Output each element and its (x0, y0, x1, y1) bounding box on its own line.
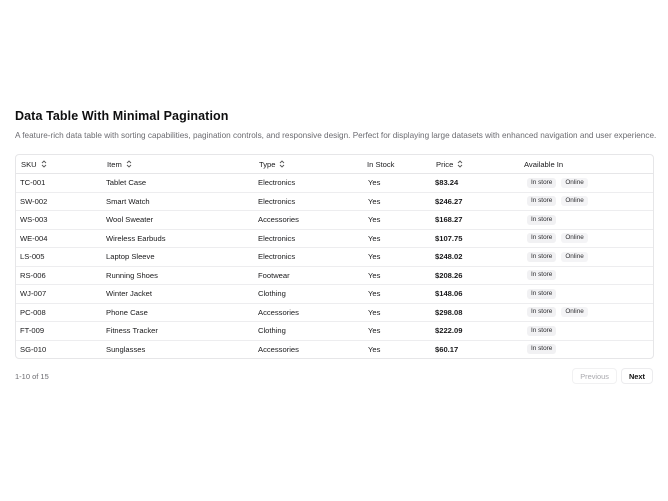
cell-sku-text: WJ-007 (20, 289, 47, 299)
cell-available-in (519, 322, 653, 341)
cell-available-in (519, 303, 653, 322)
table-row (16, 266, 653, 285)
cell-price-text: $298.08 (435, 307, 463, 317)
cell-item-text: Smart Watch (106, 196, 150, 206)
cell-price (431, 211, 519, 230)
availability-badges (523, 289, 653, 299)
cell-item-text: Sunglasses (106, 344, 146, 354)
cell-in-stock (362, 266, 431, 285)
cell-price (431, 322, 519, 341)
table-row (16, 229, 653, 248)
cell-price (431, 303, 519, 322)
cell-price-text: $83.24 (435, 178, 459, 188)
table-row (16, 303, 653, 322)
cell-type (254, 248, 362, 267)
cell-sku-text: LS-005 (20, 252, 45, 262)
online-badge: Online (561, 178, 587, 188)
next-page-button[interactable]: Next (621, 368, 653, 384)
cell-in-stock-text: Yes (368, 252, 381, 262)
cell-in-stock-text: Yes (368, 233, 381, 243)
table-row (16, 192, 653, 211)
column-label-in-stock: In Stock (367, 159, 395, 169)
column-label-item: Item (107, 159, 122, 169)
cell-item-text: Laptop Sleeve (106, 252, 155, 262)
cell-available-in (519, 266, 653, 285)
cell-price (431, 174, 519, 193)
cell-in-stock-text: Yes (368, 270, 381, 280)
cell-in-stock (362, 248, 431, 267)
cell-type-text: Footwear (258, 270, 290, 280)
cell-price (431, 248, 519, 267)
online-badge: Online (561, 233, 587, 243)
cell-type (254, 303, 362, 322)
cell-item (102, 285, 254, 304)
column-header-item (102, 155, 254, 174)
sort-price-button[interactable] (436, 160, 463, 169)
cell-item-text: Wireless Earbuds (106, 233, 166, 243)
column-header-available-in (519, 155, 653, 174)
cell-sku (16, 303, 102, 322)
cell-type-text: Clothing (258, 326, 286, 336)
cell-item (102, 211, 254, 230)
availability-badges (523, 233, 653, 243)
cell-type (254, 285, 362, 304)
cell-price-text: $222.09 (435, 326, 463, 336)
cell-type (254, 266, 362, 285)
cell-price (431, 266, 519, 285)
cell-available-in (519, 229, 653, 248)
cell-item-text: Winter Jacket (106, 289, 152, 299)
sort-icon (457, 160, 463, 168)
cell-sku (16, 248, 102, 267)
cell-type-text: Electronics (258, 196, 296, 206)
cell-price (431, 229, 519, 248)
cell-sku (16, 285, 102, 304)
table-row (16, 340, 653, 358)
cell-type (254, 322, 362, 341)
sort-sku-button[interactable] (21, 160, 47, 169)
cell-sku (16, 340, 102, 358)
cell-item (102, 340, 254, 358)
cell-price-text: $168.27 (435, 215, 463, 225)
cell-price-text: $208.26 (435, 270, 463, 280)
cell-in-stock-text: Yes (368, 344, 381, 354)
cell-sku (16, 266, 102, 285)
cell-price (431, 285, 519, 304)
cell-sku-text: RS-006 (20, 270, 46, 280)
cell-available-in (519, 211, 653, 230)
in-store-badge: In store (527, 233, 556, 243)
cell-available-in (519, 174, 653, 193)
online-badge: Online (561, 196, 587, 206)
cell-sku (16, 174, 102, 193)
cell-price-text: $248.02 (435, 252, 463, 262)
in-store-badge: In store (527, 326, 556, 336)
cell-item-text: Running Shoes (106, 270, 158, 280)
cell-sku-text: WE-004 (20, 233, 48, 243)
table-header (16, 155, 653, 174)
cell-sku-text: TC-001 (20, 178, 46, 188)
in-store-badge: In store (527, 215, 556, 225)
cell-item (102, 248, 254, 267)
cell-item-text: Tablet Case (106, 178, 147, 188)
cell-in-stock (362, 229, 431, 248)
cell-available-in (519, 192, 653, 211)
table-header-row (16, 155, 653, 174)
data-table (16, 155, 653, 358)
page-subtitle: A feature-rich data table with sorting capabilities, pagination controls, and responsive design. Perfect for displaying large datasets with enhanced navigation and user experience. (15, 131, 657, 140)
online-badge: Online (561, 252, 587, 262)
sort-item-button[interactable] (107, 160, 132, 169)
cell-sku-text: SG-010 (20, 344, 47, 354)
cell-item (102, 229, 254, 248)
column-header-price (431, 155, 519, 174)
cell-type-text: Electronics (258, 178, 296, 188)
availability-badges (523, 178, 653, 188)
availability-badges (523, 326, 653, 336)
column-label-sku: SKU (21, 159, 37, 169)
cell-price (431, 340, 519, 358)
in-store-badge: In store (527, 289, 556, 299)
availability-badges (523, 252, 653, 262)
availability-badges (523, 196, 653, 206)
cell-item (102, 174, 254, 193)
availability-badges (523, 307, 653, 317)
cell-sku (16, 229, 102, 248)
cell-sku-text: PC-008 (20, 307, 46, 317)
cell-price-text: $107.75 (435, 233, 463, 243)
table-footer (15, 368, 653, 384)
online-badge: Online (561, 307, 587, 317)
availability-badges (523, 344, 653, 354)
cell-item-text: Phone Case (106, 307, 148, 317)
cell-item-text: Wool Sweater (106, 215, 154, 225)
table-row (16, 211, 653, 230)
cell-type-text: Electronics (258, 252, 296, 262)
cell-in-stock (362, 192, 431, 211)
table-body (16, 174, 653, 359)
column-label-type: Type (259, 159, 276, 169)
previous-page-button[interactable]: Previous (572, 368, 617, 384)
cell-item (102, 322, 254, 341)
cell-item-text: Fitness Tracker (106, 326, 158, 336)
table-row (16, 174, 653, 193)
cell-in-stock-text: Yes (368, 196, 381, 206)
cell-in-stock-text: Yes (368, 307, 381, 317)
cell-in-stock (362, 174, 431, 193)
pagination-range: 1-10 of 15 (15, 371, 49, 381)
cell-in-stock-text: Yes (368, 326, 381, 336)
cell-price (431, 192, 519, 211)
cell-type-text: Electronics (258, 233, 296, 243)
in-store-badge: In store (527, 307, 556, 317)
page-container (15, 109, 657, 384)
cell-item (102, 266, 254, 285)
table-row (16, 248, 653, 267)
cell-type (254, 174, 362, 193)
cell-in-stock (362, 285, 431, 304)
availability-badges (523, 270, 653, 280)
in-store-badge: In store (527, 344, 556, 354)
cell-price-text: $246.27 (435, 196, 463, 206)
in-store-badge: In store (527, 178, 556, 188)
availability-badges (523, 215, 653, 225)
table-row (16, 322, 653, 341)
cell-item (102, 192, 254, 211)
cell-in-stock (362, 211, 431, 230)
cell-in-stock-text: Yes (368, 215, 381, 225)
table-row (16, 285, 653, 304)
cell-type-text: Accessories (258, 344, 299, 354)
cell-type (254, 229, 362, 248)
sort-icon (41, 160, 47, 168)
cell-in-stock-text: Yes (368, 289, 381, 299)
cell-sku-text: SW-002 (20, 196, 48, 206)
cell-type-text: Clothing (258, 289, 286, 299)
cell-sku-text: FT-009 (20, 326, 45, 336)
cell-type (254, 192, 362, 211)
cell-sku (16, 322, 102, 341)
cell-type-text: Accessories (258, 215, 299, 225)
cell-sku (16, 211, 102, 230)
column-label-available-in: Available In (524, 159, 564, 169)
in-store-badge: In store (527, 270, 556, 280)
cell-sku-text: WS-003 (20, 215, 48, 225)
cell-available-in (519, 248, 653, 267)
sort-type-button[interactable] (259, 160, 285, 169)
cell-item (102, 303, 254, 322)
cell-price-text: $60.17 (435, 344, 459, 354)
cell-price-text: $148.06 (435, 289, 463, 299)
in-store-badge: In store (527, 196, 556, 206)
page-title: Data Table With Minimal Pagination (15, 109, 229, 123)
cell-in-stock (362, 340, 431, 358)
pagination-controls (572, 368, 653, 384)
column-header-type (254, 155, 362, 174)
sort-icon (279, 160, 285, 168)
cell-type-text: Accessories (258, 307, 299, 317)
in-store-badge: In store (527, 252, 556, 262)
cell-in-stock (362, 322, 431, 341)
sort-icon (126, 160, 132, 168)
cell-available-in (519, 285, 653, 304)
column-header-sku (16, 155, 102, 174)
cell-available-in (519, 340, 653, 358)
cell-type (254, 211, 362, 230)
cell-in-stock (362, 303, 431, 322)
cell-type (254, 340, 362, 358)
cell-sku (16, 192, 102, 211)
column-label-price: Price (436, 159, 454, 169)
data-table-container (15, 154, 654, 359)
column-header-in-stock (362, 155, 431, 174)
cell-in-stock-text: Yes (368, 178, 381, 188)
